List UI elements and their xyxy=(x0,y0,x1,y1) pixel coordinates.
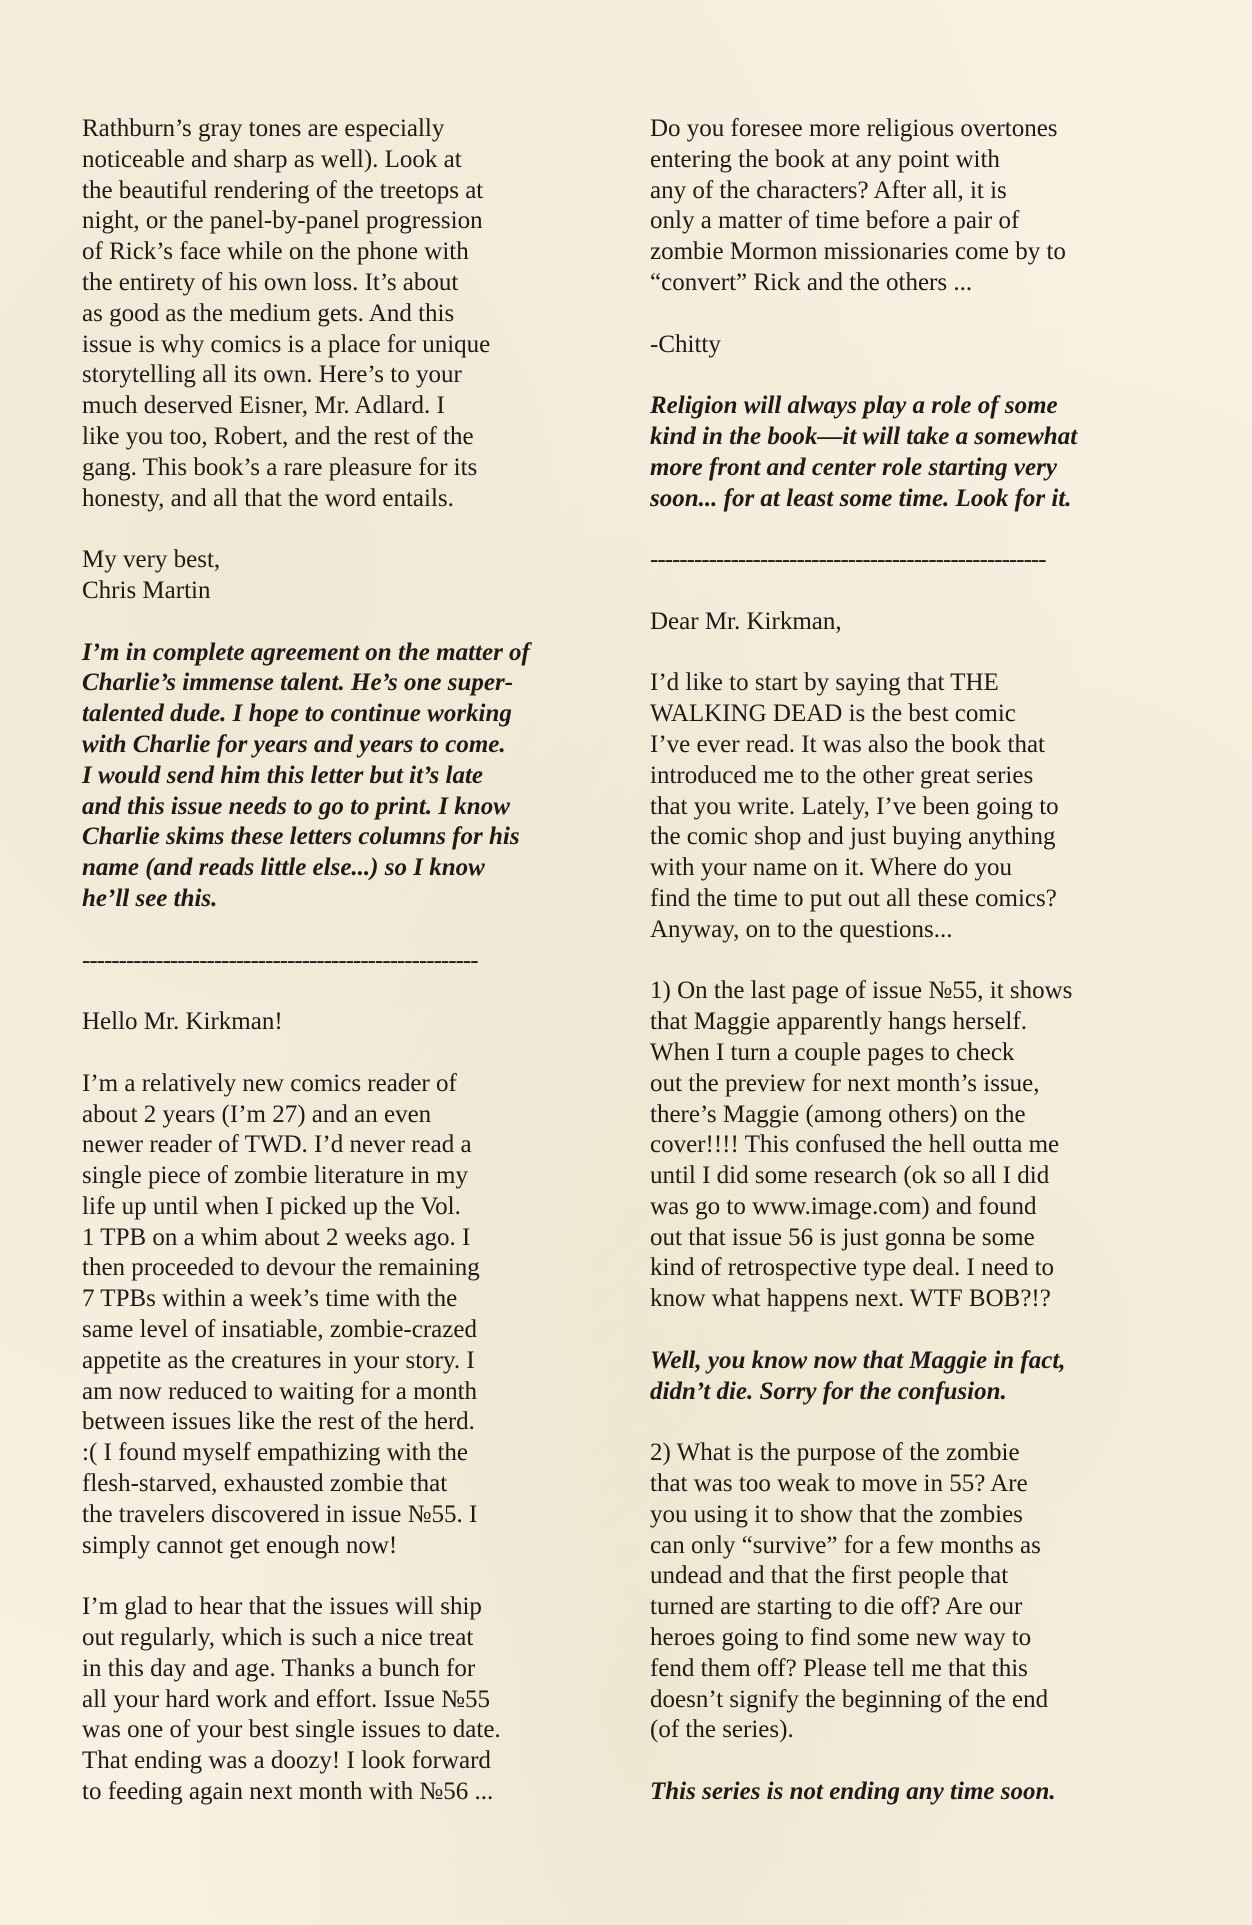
editor-reply: This series is not ending any time soon. xyxy=(650,1778,1056,1806)
letter-divider: ------------------------------------------------------ xyxy=(650,546,1046,574)
editor-reply: Religion will always play a role of some kind in the book—it will take a somewhat more front and center role starting very soon... for at least some time. Look for it. xyxy=(650,392,1078,512)
editor-reply: Well, you know now that Maggie in fact, didn’t die. Sorry for the confusion. xyxy=(650,1346,1066,1405)
letter-paragraph: 1) On the last page of issue №55, it shows that Maggie apparently hangs herself. When I turn a couple pages to check out the preview for next month’s issue, there’s Maggie (among others) on the cover!!!! This confused the hell outta me until I did some research (ok so all I did was go to www.image.com) and found out that issue 56 is just gonna be some kind of retrospective type deal. I need to know what happens next. WTF BOB?!? xyxy=(650,977,1073,1313)
left-column xyxy=(82,114,612,1839)
letter-signature: -Chitty xyxy=(650,330,721,358)
letter-paragraph: I’m a relatively new comics reader of about 2 years (I’m 27) and an even newer reader of TWD. I’d never read a single piece of zombie literature in my life up until when I picked up the Vol. 1 TPB on a whim about 2 weeks ago. I then proceeded to devour the remaining 7 TPBs within a week’s time with the same level of insatiable, zombie-crazed appetite as the creatures in your story. I am now reduced to waiting for a month between issues like the rest of the herd. :( I found myself empathizing with the flesh-starved, exhausted zombie that the travelers discovered in issue №55. I simply cannot get enough now! xyxy=(82,1069,480,1559)
letter-divider: ------------------------------------------------------ xyxy=(82,946,478,974)
right-column xyxy=(650,114,1180,1839)
letter-paragraph: I’d like to start by saying that THE WALKING DEAD is the best comic I’ve ever read. It was also the book that introduced me to the other great series that you write. Lately, I’ve been going to the comic shop and just buying anything with your name on it. Where do you find the time to put out all these comics? Anyway, on to the questions... xyxy=(650,669,1059,943)
letter-paragraph: I’m glad to hear that the issues will ship out regularly, which is such a nice treat in this day and age. Thanks a bunch for all your hard work and effort. Issue №55 was one of your best single issues to date. That ending was a doozy! I look forward to feeding again next month with №56 ... xyxy=(82,1593,501,1806)
letter-signature: My very best, Chris Martin xyxy=(82,546,221,604)
letter-paragraph: 2) What is the purpose of the zombie that was too weak to move in 55? Are you using it to show that the zombies can only “survive” for a few months as undead and that the first people that turned are starting to die off? Are our heroes going to find some new way to fend them off? Please tell me that this doesn’t signify the beginning of the end (of the series). xyxy=(650,1439,1049,1744)
editor-reply: I’m in complete agreement on the matter of Charlie’s immense talent. He’s one super- talented dude. I hope to continue working with Charlie for years and years to come. I would send him this letter but it’s late and this issue needs to go to print. I know Charlie skims these letters columns for his name (and reads little else...) so I know he’ll see this. xyxy=(82,638,530,912)
letter-salutation: Dear Mr. Kirkman, xyxy=(650,607,842,635)
letter-paragraph: Do you foresee more religious overtones entering the book at any point with any of the characters? After all, it is only a matter of time before a pair of zombie Mormon missionaries come by to “convert” Rick and the others ... xyxy=(650,115,1066,296)
letter-paragraph: Rathburn’s gray tones are especially noticeable and sharp as well). Look at the beautiful rendering of the treetops at night, or the panel-by-panel progression of Rick’s face while on the phone with the entirety of his own loss. It’s about as good as the medium gets. And this issue is why comics is a place for unique storytelling all its own. Here’s to your much deserved Eisner, Mr. Adlard. I like you too, Robert, and the rest of the gang. This book’s a rare pleasure for its honesty, and all that the word entails. xyxy=(82,115,491,512)
letter-salutation: Hello Mr. Kirkman! xyxy=(82,1008,283,1036)
